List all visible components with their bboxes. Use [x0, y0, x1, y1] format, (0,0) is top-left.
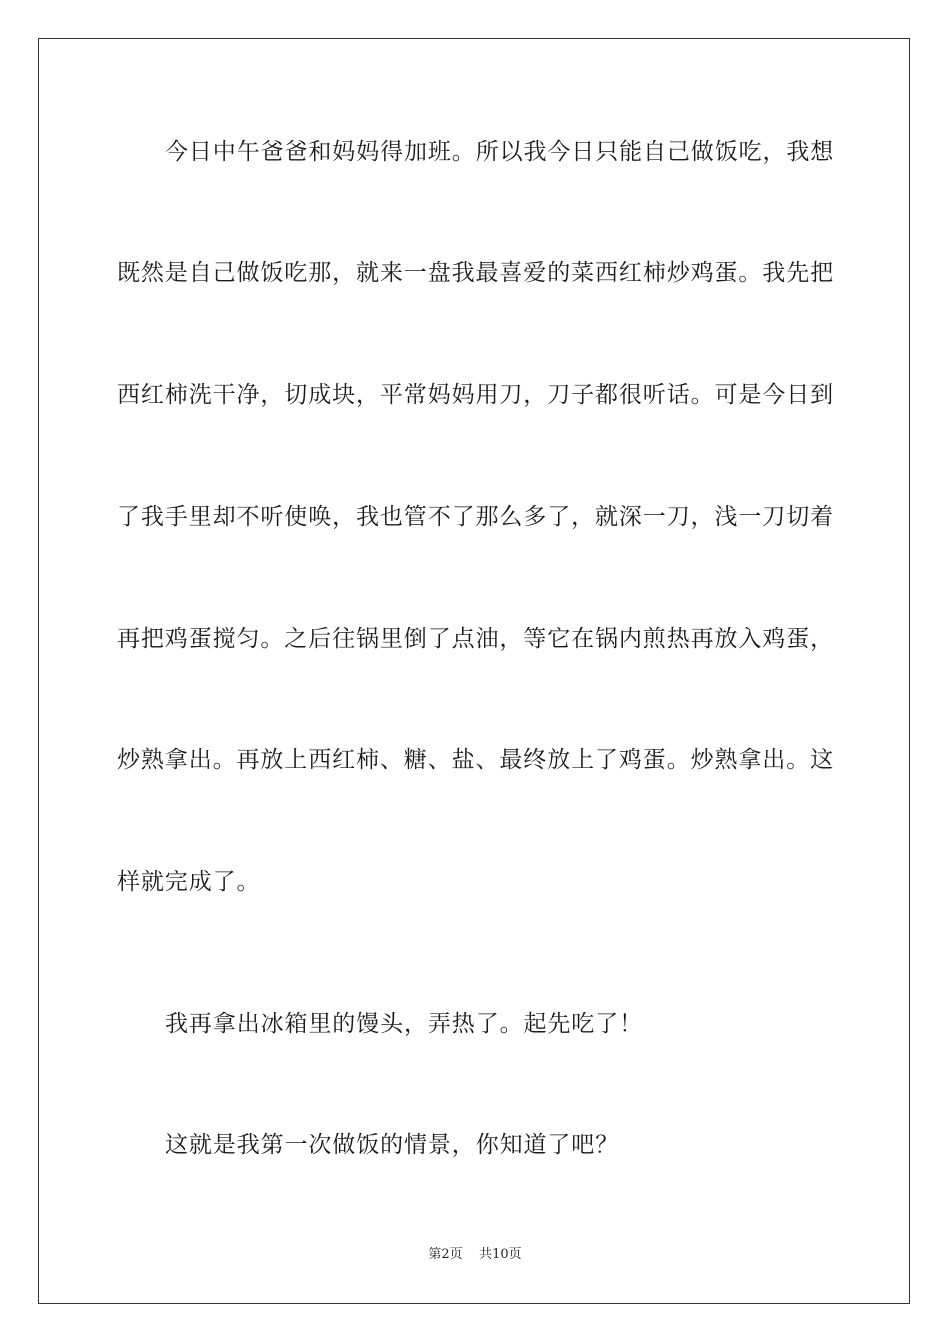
paragraph-line: 样就完成了。 [117, 869, 261, 895]
page-footer [0, 1246, 950, 1264]
paragraph-line: 再把鸡蛋搅匀。之后往锅里倒了点油，等它在锅内煎热再放入鸡蛋， [117, 626, 834, 652]
paragraph-line: 了我手里却不听使唤，我也管不了那么多了，就深一刀，浅一刀切着 [117, 504, 834, 530]
page-total: 共10页 [479, 1247, 522, 1262]
paragraph-line: 西红柿洗干净，切成块，平常妈妈用刀，刀子都很听话。可是今日到 [117, 382, 834, 408]
paragraph-line: 炒熟拿出。再放上西红柿、糖、盐、最终放上了鸡蛋。炒熟拿出。这 [117, 747, 834, 773]
paragraph-line: 既然是自己做饭吃那，就来一盘我最喜爱的菜西红柿炒鸡蛋。我先把 [117, 260, 834, 286]
page-border [38, 38, 910, 1304]
page-number: 第2页 [428, 1247, 463, 1262]
paragraph-line: 我再拿出冰箱里的馒头，弄热了。起先吃了！ [165, 1011, 643, 1037]
paragraph-line: 今日中午爸爸和妈妈得加班。所以我今日只能自己做饭吃，我想 [165, 139, 835, 165]
paragraph-line: 这就是我第一次做饭的情景，你知道了吧？ [165, 1132, 620, 1158]
